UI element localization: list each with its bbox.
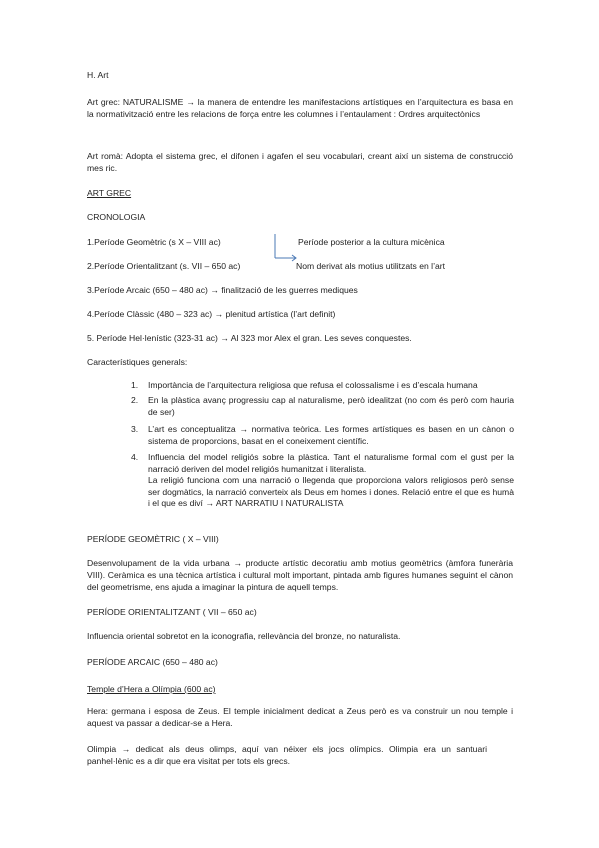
note-motius: Nom derivat als motius utilitzats en l’art [296, 261, 446, 271]
olimpia-text: Olimpia → dedicat als deus olimps, aquí van néixer els jocs olímpics. Olimpia era un santuari panhel·lènic es a dir que era visitat per tots els grecs. [87, 744, 487, 766]
list-item: Importància de l’arquitectura religiosa que refusa el colossalisme i es d’escala humana [148, 380, 478, 390]
list-number: 4. [131, 452, 139, 462]
orientalitzant-text: Influencia oriental sobretot en la iconografia, rellevància del bronze, no naturalista. [87, 631, 401, 641]
heading: H. Art [87, 70, 109, 80]
period-4: 4.Període Clàssic (480 – 323 ac) → plenitud artística (l’art definit) [87, 309, 336, 319]
paragraph-art-grec: Art grec: NATURALISME → la manera de entendre les manifestacions artístiques en l’arquitectura es basa en la normativització entre les relacions de força entre les columnes i l’entaulament : Ordres arquitectònics [87, 97, 513, 119]
period-5: 5. Període Hel·lenístic (323-31 ac) → Al 323 mor Alex el gran. Les seves conquestes. [87, 333, 412, 343]
period-1: 1.Període Geomètric (s X – VIII ac) [87, 237, 221, 247]
geometric-text: Desenvolupament de la vida urbana → producte artístic decoratiu amb motius geomètrics (àmfora funerària VIII). Ceràmica es una tècnica artística i cultural molt important, pintada amb figures humanes seguint el cànon del geometrisme, ens ajuda a imaginar la pintura de aquell temps. [87, 558, 513, 592]
section-title-art-grec: ART GREC [87, 188, 132, 198]
list-number: 1. [131, 380, 139, 390]
list-item-continuation: La religió funciona com una narració o llegenda que proporciona valors religiosos però sense ser dogmàtics, la narració converteix als Deus em homes i dones. Relació entre el que es humà i el que es diví → ART NARRATIU I NATURALISTA [148, 475, 514, 508]
period-3: 3.Període Arcaic (650 – 480 ac) → finalització de les guerres mediques [87, 285, 358, 295]
note-micenica: Període posterior a la cultura micènica [298, 237, 445, 247]
caracteristiques-title: Característiques generals: [87, 357, 188, 367]
paragraph-art-roma: Art romà: Adopta el sistema grec, el difonen i agafen el seu vocabulari, creant així un sistema de construcció mes ric. [87, 151, 513, 173]
list-number: 3. [131, 424, 139, 434]
list-item: L’art es conceptualitza → normativa teòrica. Les formes artístiques es basen en un cànon o sistema de proporcions, basat en el coneixement científic. [148, 424, 514, 446]
list-item: En la plàstica avanç progressiu cap al naturalisme, però idealitzat (no com és però com hauria de ser) [148, 395, 514, 417]
hera-text: Hera: germana i esposa de Zeus. El temple inicialment dedicat a Zeus però es va construir un nou temple i aquest va passar a dedicar-se a Hera. [87, 706, 513, 728]
arcaic-title: PERÍODE ARCAIC (650 – 480 ac) [87, 657, 218, 667]
list-number: 2. [131, 395, 139, 405]
geometric-title: PERÍODE GEOMÈTRIC ( X – VIII) [87, 534, 219, 544]
hera-title: Temple d’Hera a Olímpia (600 ac) [87, 684, 216, 694]
cronologia-title: CRONOLOGIA [87, 212, 146, 222]
period-2: 2.Període Orientalitzant (s. VII – 650 ac) [87, 261, 241, 271]
list-item: Influencia del model religiós sobre la plàstica. Tant el naturalisme formal com el gust per la narració deriven del model religiós humanitzat i literalista. [148, 452, 514, 474]
orientalitzant-title: PERÍODE ORIENTALITZANT ( VII – 650 ac) [87, 607, 257, 617]
